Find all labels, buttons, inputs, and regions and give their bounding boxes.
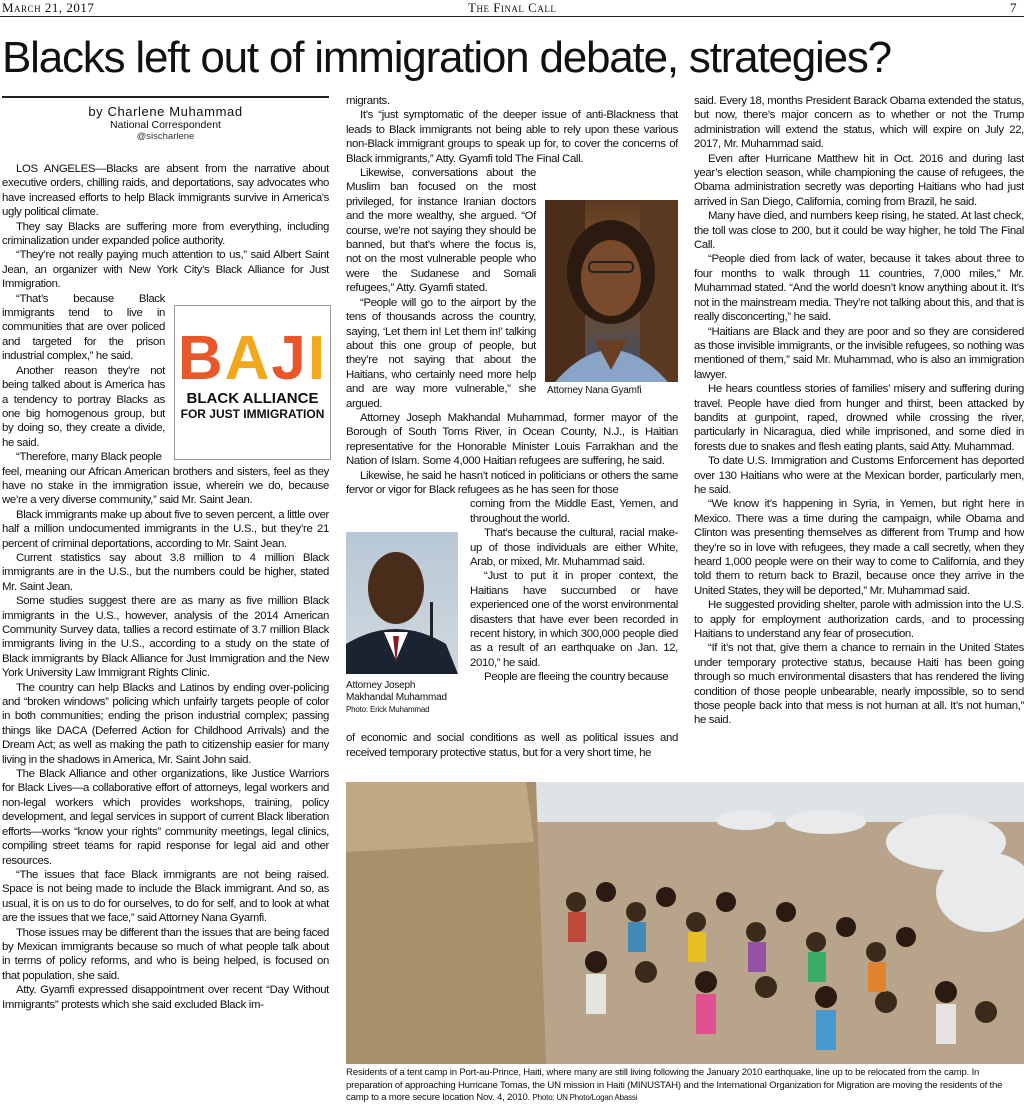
baji-letter: A [224, 324, 272, 393]
photo-nana-gyamfi [545, 200, 678, 382]
baji-line2: FOR JUST IMMIGRATION [180, 407, 325, 421]
gyamfi-caption: Attorney Nana Gyamfi [547, 385, 642, 396]
camp-photo-caption [346, 1067, 1024, 1105]
paragraph: “They’re not really paying much attention to us,” said Albert Saint Jean, an organizer with New York City’s Black Alliance for Just Immigration. [2, 249, 329, 291]
paragraph: Some studies suggest there are as many as five million Black immigrants in the U.S., however, analysis of the 2014 American Community Survey data, tallies a record estimate of 3.7 million Black immigrants living in the U.S., according to a study on the state of Black immigrants by Black Alliance for Just Immigration and the New York University Law Immigrant Rights Clinic. [2, 595, 329, 680]
paragraph: That’s because the cultural, racial make-up of those individuals are either White, Arab, or mixed, Mr. Muhammad said. [470, 527, 678, 568]
photo-credit: Photo: UN Photo/Logan Abassi [532, 1093, 638, 1102]
paragraph: Current statistics say about 3.8 million to 4 million Black immigrants are in the U.S., but the numbers could be higher, stated Mr. Saint Jean. [2, 551, 329, 593]
headline: Blacks left out of immigration debate, strategies? [2, 33, 891, 82]
paragraph: He suggested providing shelter, parole with admission into the U.S. to apply for employment authorization cards, and to processing Haitians to understand any fear of prosecution. [694, 599, 1024, 641]
article-column-3 [694, 94, 1024, 774]
photo-joseph-muhammad [346, 532, 458, 674]
paragraph: “People died from lack of water, because it takes about three to four months to walk through 11 countries, 7,000 miles,” Mr. Muhammad stated. “And the world doesn’t know anything about it. It’s not in the mainstream media. They’re not talking about this, and that is really disconcerting,” he said. [694, 253, 1024, 324]
paragraph: “That’s because Black immigrants tend to live in communities that are over policed and targeted for the prison industrial complex,” he said. [2, 292, 165, 363]
paragraph: “Just to put it in proper context, the Haitians have succumbed or have experienced one of the worst environmental disasters that have ever been recorded in recent history, in which 300,000 people died as a result of an earthquake on Jan. 12, 2010,” he said. [470, 570, 678, 669]
paragraph: “Therefore, many Black people [16, 451, 162, 464]
paragraph: said. Every 18, months President Barack Obama extended the status, but now, there’s major concern as to whether or not the Trump administration will extend the status, which will expire on July 22, 2017, Mr. Muhammad said. [694, 95, 1024, 151]
paragraph: “People will go to the airport by the tens of thousands across the country, saying, ‘Let them in! Let them in!’ talking about this one group of people, but they’re not saying that about the Haitians, who certainly need more help and are way more vulnerable,” she argued. [346, 296, 536, 410]
paragraph: Many have died, and numbers keep rising, he stated. At last check, the toll was close to 200, but it could be way higher, he told The Final Call. [694, 210, 1024, 252]
paragraph: Likewise, he said he hasn’t noticed in politicians or others the same fervor or vigor for Black refugees as he has seen for those [346, 469, 678, 496]
paragraph: Likewise, conversations about the Muslim ban focused on the most privileged, for instance Iranian doctors and the more wealthy, she argued. “Of course, we’re not saying they should be banned, but that’s where the focus is, not on the most vulnerable people who were the Sudanese and Somali refugees,” Atty. Gyamfi stated. [346, 167, 536, 295]
paragraph: coming from the Middle East, Yemen, and throughout the world. [470, 498, 678, 525]
baji-letter: J [271, 324, 308, 393]
paragraph: LOS ANGELES—Blacks are absent from the narrative about executive orders, chilling raids, and deportations, say advocates who have increased efforts to help Black immigrants survive in America's ugly political climate. [2, 163, 329, 219]
photo-haiti-tent-camp [346, 782, 1024, 1064]
paragraph: “Haitians are Black and they are poor and so they are considered as those invisible immigrants, or the invisible refugees, so nothing was mentioned of them,” said Mr. Muhammad, who is also an immigration lawyer. [694, 325, 1024, 381]
portrait-illustration [545, 200, 678, 382]
baji-letter: I [307, 324, 328, 393]
baji-logo [174, 305, 331, 460]
paragraph: He hears countless stories of families’ misery and suffering during travel. People have died from hunger and thirst, been attacked by bandits at gunpoint, raped, drowned while crossing the river, particularly in Nicaragua, died while imprisoned, and some died in forests due to snakes and flesh eating plants, said Atty. Muhammad. [694, 383, 1024, 453]
caption-line: Makhandal Muhammad [346, 692, 447, 703]
header-rule [0, 16, 1024, 17]
paragraph: They say Blacks are suffering more from everything, including criminalization under expanded police authority. [2, 220, 329, 248]
paragraph: of economic and social conditions as well as political issues and received temporary protective status, but for a very short time, he [346, 732, 678, 759]
paragraph: Atty. Gyamfi expressed disappointment over recent “Day Without Immigrants” protests which she said excluded Black im- [2, 984, 329, 1011]
issue-date: March 21, 2017 [2, 0, 95, 15]
baji-line1: BLACK ALLIANCE [186, 390, 319, 407]
paragraph: Those issues may be different than the issues that are being faced by Mexican immigrants because so much of what people talk about in terms of policy reforms, and who is being helped, is focused on that population, she said. [2, 926, 329, 982]
byline-handle: @sischarlene [136, 131, 195, 142]
baji-letter: B [177, 324, 225, 393]
paragraph: It’s “just symptomatic of the deeper issue of anti-Blackness that leads to Black immigrants not being able to rely upon these various non-Black immigrant groups to speak up for, to cover the concerns of Black immigrants,” Atty. Gyamfi told The Final Call. [346, 109, 678, 165]
article-column-1 [2, 162, 329, 1108]
paragraph: Even after Hurricane Matthew hit in Oct. 2016 and during last year’s election season, while championing the cause of refugees, the Obama administration secretly was deporting Haitians who had just arrived in San Diego, California, coming from Brazil, he said. [694, 152, 1024, 208]
paragraph: The country can help Blacks and Latinos by ending over-policing and “broken windows” policing which unfairly targets people of color in both communities; ending the prison industrial complex; passing things like DACA (Deferred Action for Childhood Arrivals) and the Dream Act; as well as making the path to citizenship easier for many living in the shadows in America, Mr. Saint John said. [2, 681, 329, 766]
paragraph: Attorney Joseph Makhandal Muhammad, former mayor of the Borough of South Toms River, in Ocean County, N.J., is Haitian representative for the Honorable Minister Louis Farrakhan and the Nation of Islam. Some 4,000 Haitian refugees are suffering, he said. [346, 411, 678, 468]
paragraph: “If it’s not that, give them a chance to remain in the United States under temporary protective status, because Haiti has been going through so much environmental disasters that has rendered the living condition of those people unbearable, nearly impossible, so to send those people back into that mess is not human at all. It’s not human,” he said. [694, 642, 1024, 727]
page-number: 7 [1010, 0, 1017, 15]
portrait-illustration [346, 532, 458, 674]
publication-name: The Final Call [468, 0, 557, 15]
caption-line: Attorney Joseph [346, 680, 416, 691]
byline-title: National Correspondent [110, 119, 221, 131]
paragraph: Black immigrants make up about five to seven percent, a little over half a million undocumented immigrants in the U.S., but they’re 21 percent of criminal deportations, according to Mr. Saint Jean. [2, 508, 329, 550]
photo-credit: Photo: Erick Muhammad [346, 705, 430, 714]
crowd-illustration [346, 782, 1024, 1064]
byline-author: by Charlene Muhammad [88, 104, 243, 119]
muhammad-caption [346, 680, 466, 716]
baji-letters [175, 324, 330, 393]
byline-rule [2, 96, 329, 98]
paragraph: feel, meaning our African American brothers and sisters, feel as they have no stake in the immigration issue, wherein we do, because we’re a very diverse community,” said Mr. Saint Jean. [2, 465, 329, 507]
paragraph: The Black Alliance and other organizations, like Justice Warriors for Black Lives—a collaborative effort of attorneys, legal workers and non-legal workers which provides workshops, training, policy development, and legal services in support of current Black liberation efforts—works “know your rights” community meetings, legal clinics, compiling street teams for rapid response for legal aid and other resources. [2, 768, 329, 867]
paragraph: Another reason they’re not being talked about is America has a tendency to portray Blacks as one big homogenous group, but by doing so, they create a divide, he said. [2, 364, 165, 449]
paragraph: “We know it’s happening in Syria, in Yemen, but right here in Mexico. There was a time during the campaign, while Obama and Clinton was presenting themselves as different from Trump and how they’re so in love with refugees, they made a call secretly, when they heard 1,000 people were on their way to come to California, and they told them to return back to Brazil, because once they arrive in the United States, they will be deported,” Mr. Muhammad said. [694, 498, 1024, 597]
caption-text: Residents of a tent camp in Port-au-Prince, Haiti, where many are still living following the January 2010 earthquake, line up to be relocated from the camp. In preparation of approaching Hurricane Tomas, the UN mission in Haiti (MINUSTAH) and the International Organization for Migration are moving the residents of the camp to a more secure location Nov. 4, 2010. [346, 1067, 1003, 1103]
byline [2, 104, 329, 142]
paragraph: “The issues that face Black immigrants are not being raised. Space is not being made to include the Black immigrant. And so, as usual, it is on us to do for ourselves, to do for self, and to look at what are the issues that we face,” said Attorney Nana Gyamfi. [2, 868, 329, 925]
paragraph: People are fleeing the country because [484, 671, 669, 684]
paragraph: migrants. [346, 95, 390, 107]
paragraph: To date U.S. Immigration and Customs Enforcement has deported over 130 Haitians who were at the Mexican border, particularly men, he said. [694, 455, 1024, 496]
